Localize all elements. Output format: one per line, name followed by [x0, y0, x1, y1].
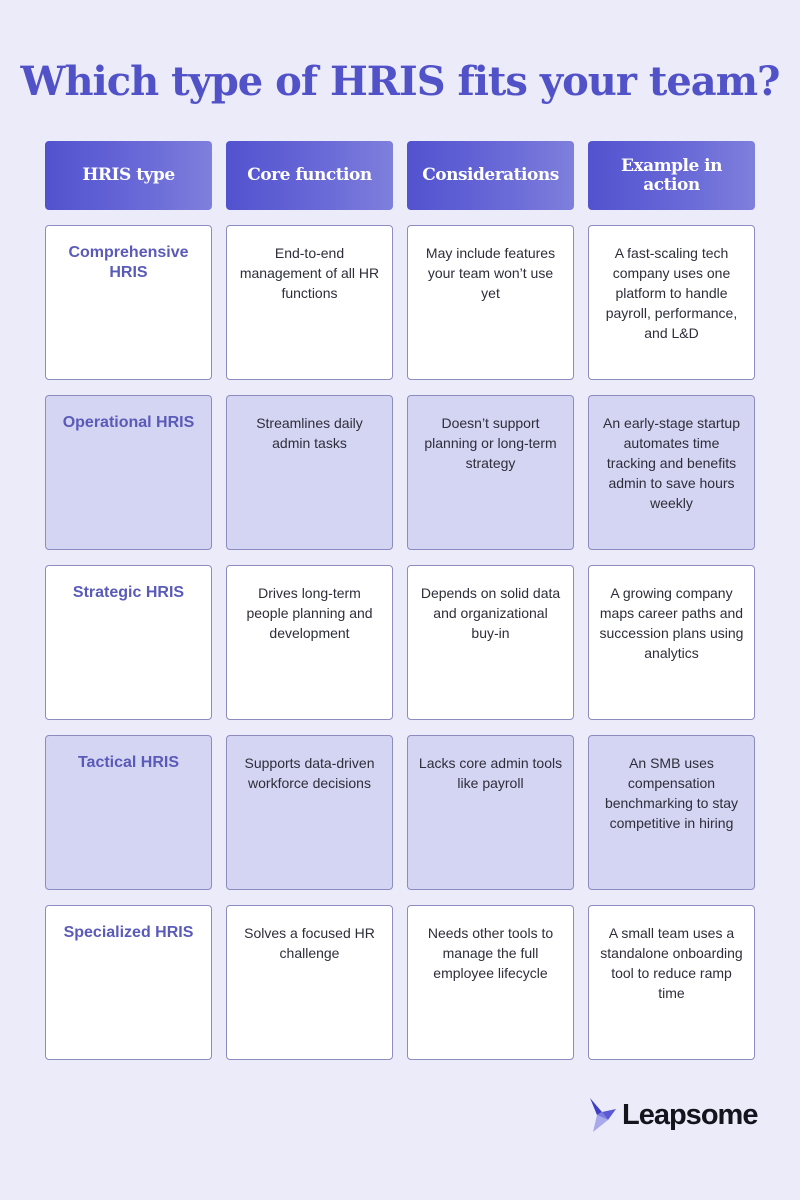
considerations-cell: Doesn’t support planning or long-term strategy: [407, 395, 574, 550]
core-function-cell: End-to-end management of all HR functions: [226, 225, 393, 380]
hris-comparison-table: [45, 141, 755, 1075]
example-cell: An early-stage startup automates time tracking and benefits admin to save hours weekly: [588, 395, 755, 550]
brand-name: Leapsome: [622, 1098, 758, 1131]
column-header-core-function: Core function: [226, 141, 393, 210]
example-cell: A small team uses a standalone onboarding tool to reduce ramp time: [588, 905, 755, 1060]
page-title: Which type of HRIS fits your team?: [20, 58, 780, 105]
hris-type-cell: Operational HRIS: [45, 395, 212, 550]
column-header-example: Example in action: [588, 141, 755, 210]
considerations-cell: Lacks core admin tools like payroll: [407, 735, 574, 890]
core-function-cell: Solves a focused HR challenge: [226, 905, 393, 1060]
hris-type-cell: Specialized HRIS: [45, 905, 212, 1060]
considerations-cell: May include features your team won’t use yet: [407, 225, 574, 380]
column-header-considerations: Considerations: [407, 141, 574, 210]
hris-type-cell: Strategic HRIS: [45, 565, 212, 720]
considerations-cell: Depends on solid data and organizational buy-in: [407, 565, 574, 720]
brand-logo: [588, 1096, 757, 1134]
example-cell: A fast-scaling tech company uses one platform to handle payroll, performance, and L&D: [588, 225, 755, 380]
core-function-cell: Streamlines daily admin tasks: [226, 395, 393, 550]
considerations-cell: Needs other tools to manage the full employee lifecycle: [407, 905, 574, 1060]
column-header-hris-type: HRIS type: [45, 141, 212, 210]
core-function-cell: Supports data-driven workforce decisions: [226, 735, 393, 890]
leapsome-bird-logo-icon: [588, 1096, 622, 1134]
core-function-cell: Drives long-term people planning and development: [226, 565, 393, 720]
hris-type-cell: Tactical HRIS: [45, 735, 212, 890]
example-cell: An SMB uses compensation benchmarking to stay competitive in hiring: [588, 735, 755, 890]
example-cell: A growing company maps career paths and succession plans using analytics: [588, 565, 755, 720]
hris-type-cell: Comprehensive HRIS: [45, 225, 212, 380]
